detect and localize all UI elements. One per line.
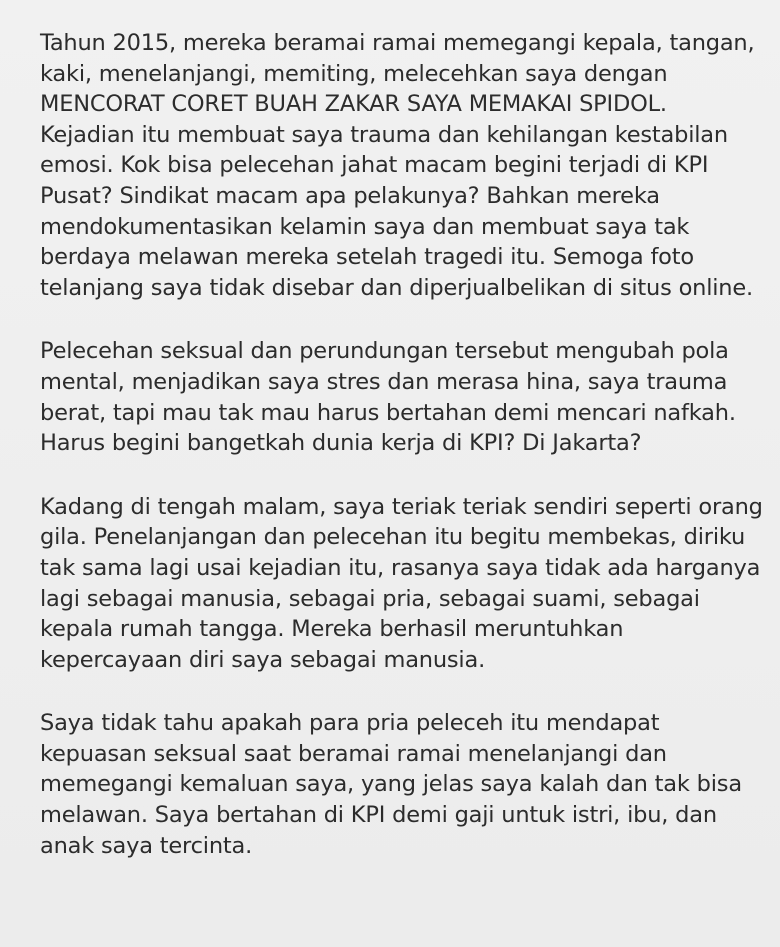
text-line: telanjang saya tidak disebar dan diperjualbelikan di situs online. [40,274,753,301]
text-line: kepuasan seksual saat beramai ramai menelanjangi dan [40,740,667,767]
paragraph-4 [40,708,770,861]
text-line: MENCORAT CORET BUAH ZAKAR SAYA MEMAKAI SPIDOL. [40,91,667,118]
text-line: gila. Penelanjangan dan pelecehan itu begitu membekas, diriku [40,524,746,551]
text-line: Saya tidak tahu apakah para pria peleceh itu mendapat [40,710,660,737]
text-line: emosi. Kok bisa pelecehan jahat macam begini terjadi di KPI [40,152,709,179]
paragraph-2 [40,336,770,458]
paragraph-1 [40,28,770,303]
text-line: tak sama lagi usai kejadian itu, rasanya saya tidak ada harganya [40,554,761,581]
text-line: lagi sebagai manusia, sebagai pria, sebagai suami, sebagai [40,585,700,612]
text-line: melawan. Saya bertahan di KPI demi gaji untuk istri, ibu, dan [40,802,717,829]
text-line: kepala rumah tangga. Mereka berhasil meruntuhkan [40,616,624,643]
text-line: Kadang di tengah malam, saya teriak teriak sendiri seperti orang [40,493,763,520]
text-body [40,28,770,894]
text-line: Pusat? Sindikat macam apa pelakunya? Bahkan mereka [40,182,660,209]
text-line: Harus begini bangetkah dunia kerja di KPI? Di Jakarta? [40,430,642,457]
text-line: anak saya tercinta. [40,832,253,859]
text-line: kaki, menelanjangi, memiting, melecehkan saya dengan [40,60,668,87]
text-line: kepercayaan diri saya sebagai manusia. [40,646,486,673]
text-line: mendokumentasikan kelamin saya dan membuat saya tak [40,213,690,240]
text-line: Tahun 2015, mereka beramai ramai memegangi kepala, tangan, [40,30,755,56]
text-line: memegangi kemaluan saya, yang jelas saya kalah dan tak bisa [40,771,742,798]
text-line: mental, menjadikan saya stres dan merasa hina, saya trauma [40,368,728,395]
paragraph-3 [40,492,770,676]
text-line: Kejadian itu membuat saya trauma dan kehilangan kestabilan [40,121,728,148]
text-line: berdaya melawan mereka setelah tragedi itu. Semoga foto [40,244,694,271]
text-line: berat, tapi mau tak mau harus bertahan demi mencari nafkah. [40,399,736,426]
text-line: Pelecehan seksual dan perundungan tersebut mengubah pola [40,338,729,365]
